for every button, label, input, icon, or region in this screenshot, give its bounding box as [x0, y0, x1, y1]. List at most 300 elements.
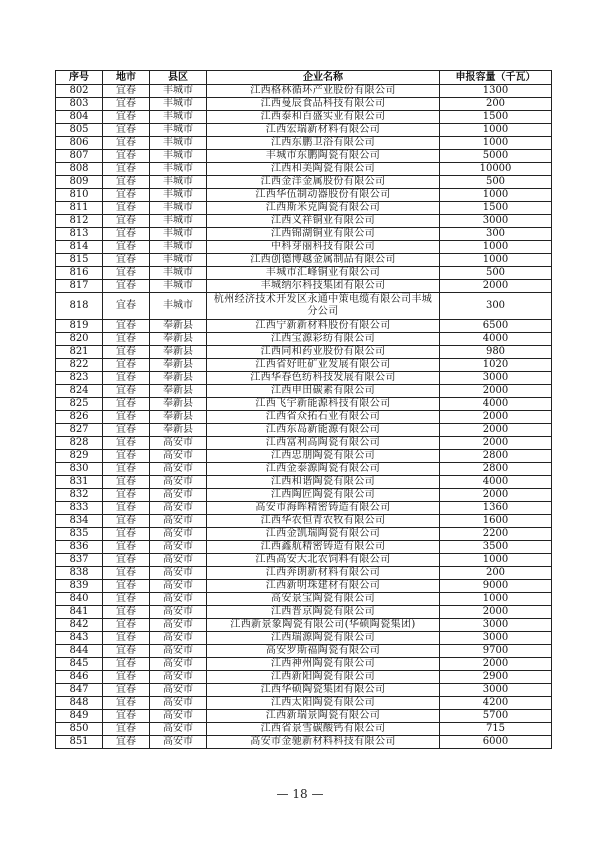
table-row [56, 541, 552, 554]
cell-no: 846 [56, 671, 103, 684]
table-row [56, 346, 552, 359]
cell-no: 803 [56, 98, 103, 111]
table-row [56, 476, 552, 489]
cell-city: 宜春 [103, 241, 150, 254]
cell-city: 宜春 [103, 124, 150, 137]
cell-city: 宜春 [103, 502, 150, 515]
cell-county: 丰城市 [150, 85, 207, 98]
cell-no: 829 [56, 450, 103, 463]
cell-county: 丰城市 [150, 163, 207, 176]
table-header [56, 71, 552, 85]
table-row [56, 632, 552, 645]
cell-county: 丰城市 [150, 124, 207, 137]
table-row [56, 697, 552, 710]
cell-county: 奉新县 [150, 385, 207, 398]
cell-capacity: 300 [440, 293, 552, 320]
cell-capacity: 200 [440, 98, 552, 111]
table-row [56, 684, 552, 697]
table-row [56, 554, 552, 567]
cell-name: 江西义祥铜业有限公司 [207, 215, 440, 228]
cell-county: 高安市 [150, 437, 207, 450]
table-row [56, 98, 552, 111]
cell-no: 806 [56, 137, 103, 150]
cell-capacity: 1000 [440, 593, 552, 606]
table-row [56, 736, 552, 749]
cell-no: 825 [56, 398, 103, 411]
cell-city: 宜春 [103, 293, 150, 320]
table-row [56, 723, 552, 736]
cell-no: 826 [56, 411, 103, 424]
cell-no: 817 [56, 280, 103, 293]
cell-no: 805 [56, 124, 103, 137]
cell-no: 804 [56, 111, 103, 124]
cell-county: 高安市 [150, 736, 207, 749]
cell-city: 宜春 [103, 267, 150, 280]
table-row [56, 489, 552, 502]
cell-name: 江西新景象陶瓷有限公司(华硕陶瓷集团) [207, 619, 440, 632]
cell-no: 807 [56, 150, 103, 163]
cell-no: 810 [56, 189, 103, 202]
table-row [56, 502, 552, 515]
cell-name: 高安市金驰新材料科技有限公司 [207, 736, 440, 749]
cell-county: 高安市 [150, 528, 207, 541]
cell-capacity: 500 [440, 176, 552, 189]
table-row [56, 137, 552, 150]
cell-city: 宜春 [103, 215, 150, 228]
cell-county: 奉新县 [150, 320, 207, 333]
cell-city: 宜春 [103, 580, 150, 593]
cell-no: 842 [56, 619, 103, 632]
cell-capacity: 1000 [440, 254, 552, 267]
header-no: 序号 [56, 71, 103, 85]
cell-capacity: 2200 [440, 528, 552, 541]
cell-name: 江西瑞源陶瓷有限公司 [207, 632, 440, 645]
cell-no: 815 [56, 254, 103, 267]
cell-name: 江西陶匠陶瓷有限公司 [207, 489, 440, 502]
cell-no: 851 [56, 736, 103, 749]
table-row [56, 241, 552, 254]
cell-county: 丰城市 [150, 215, 207, 228]
cell-name: 江西宁新新材料股份有限公司 [207, 320, 440, 333]
cell-city: 宜春 [103, 710, 150, 723]
cell-no: 833 [56, 502, 103, 515]
cell-city: 宜春 [103, 202, 150, 215]
cell-city: 宜春 [103, 606, 150, 619]
cell-city: 宜春 [103, 189, 150, 202]
cell-capacity: 2000 [440, 658, 552, 671]
cell-name: 江西金凯瑞陶瓷有限公司 [207, 528, 440, 541]
table-row [56, 320, 552, 333]
table-row [56, 463, 552, 476]
cell-capacity: 1500 [440, 202, 552, 215]
table-row [56, 411, 552, 424]
cell-name: 江西飞宇新能源科技有限公司 [207, 398, 440, 411]
cell-name: 江西东岛新能源有限公司 [207, 424, 440, 437]
cell-capacity: 1000 [440, 189, 552, 202]
cell-city: 宜春 [103, 137, 150, 150]
cell-capacity: 2800 [440, 463, 552, 476]
cell-county: 高安市 [150, 710, 207, 723]
cell-city: 宜春 [103, 567, 150, 580]
cell-capacity: 3000 [440, 684, 552, 697]
cell-city: 宜春 [103, 671, 150, 684]
cell-city: 宜春 [103, 658, 150, 671]
cell-no: 837 [56, 554, 103, 567]
cell-city: 宜春 [103, 463, 150, 476]
cell-county: 高安市 [150, 541, 207, 554]
cell-county: 高安市 [150, 489, 207, 502]
cell-no: 818 [56, 293, 103, 320]
cell-name: 江西鑫航精密铸造有限公司 [207, 541, 440, 554]
cell-capacity: 1360 [440, 502, 552, 515]
cell-name: 江西神州陶瓷有限公司 [207, 658, 440, 671]
cell-city: 宜春 [103, 111, 150, 124]
cell-county: 丰城市 [150, 254, 207, 267]
cell-name: 江西省景雪碳酸钙有限公司 [207, 723, 440, 736]
cell-no: 839 [56, 580, 103, 593]
cell-capacity: 10000 [440, 163, 552, 176]
cell-county: 丰城市 [150, 228, 207, 241]
cell-no: 811 [56, 202, 103, 215]
cell-county: 高安市 [150, 476, 207, 489]
cell-county: 高安市 [150, 593, 207, 606]
cell-capacity: 1600 [440, 515, 552, 528]
cell-name: 江西富利高陶瓷有限公司 [207, 437, 440, 450]
table-row [56, 254, 552, 267]
cell-name: 江西斯米克陶瓷有限公司 [207, 202, 440, 215]
cell-capacity: 9700 [440, 645, 552, 658]
cell-city: 宜春 [103, 280, 150, 293]
cell-name: 高安景宝陶瓷有限公司 [207, 593, 440, 606]
cell-name: 中科芽丽科技有限公司 [207, 241, 440, 254]
table-row [56, 359, 552, 372]
cell-city: 宜春 [103, 515, 150, 528]
cell-no: 850 [56, 723, 103, 736]
table-row [56, 280, 552, 293]
cell-no: 835 [56, 528, 103, 541]
cell-name: 江西华农恒青农牧有限公司 [207, 515, 440, 528]
table-row [56, 176, 552, 189]
cell-name: 江西省众拓石业有限公司 [207, 411, 440, 424]
cell-city: 宜春 [103, 359, 150, 372]
cell-capacity: 5000 [440, 150, 552, 163]
cell-city: 宜春 [103, 254, 150, 267]
cell-county: 丰城市 [150, 280, 207, 293]
header-capacity: 申报容量（千瓦） [440, 71, 552, 85]
cell-capacity: 980 [440, 346, 552, 359]
cell-no: 838 [56, 567, 103, 580]
cell-capacity: 1000 [440, 241, 552, 254]
cell-city: 宜春 [103, 593, 150, 606]
cell-name: 江西宝源彩纺有限公司 [207, 333, 440, 346]
cell-name: 江西忠朋陶瓷有限公司 [207, 450, 440, 463]
table-row [56, 437, 552, 450]
table-row [56, 163, 552, 176]
cell-county: 高安市 [150, 515, 207, 528]
cell-capacity: 1000 [440, 124, 552, 137]
cell-capacity: 2000 [440, 424, 552, 437]
table-row [56, 189, 552, 202]
cell-no: 845 [56, 658, 103, 671]
cell-name: 江西华伍制动器股份有限公司 [207, 189, 440, 202]
cell-no: 809 [56, 176, 103, 189]
header-city: 地市 [103, 71, 150, 85]
cell-city: 宜春 [103, 619, 150, 632]
table-row [56, 398, 552, 411]
table-row [56, 228, 552, 241]
table-row [56, 580, 552, 593]
cell-no: 813 [56, 228, 103, 241]
cell-capacity: 1020 [440, 359, 552, 372]
table-row [56, 645, 552, 658]
cell-county: 高安市 [150, 723, 207, 736]
cell-capacity: 9000 [440, 580, 552, 593]
cell-city: 宜春 [103, 437, 150, 450]
cell-capacity: 1000 [440, 554, 552, 567]
cell-name: 江西和美陶瓷有限公司 [207, 163, 440, 176]
table-row [56, 372, 552, 385]
cell-name: 江西泰和百盛实业有限公司 [207, 111, 440, 124]
cell-capacity: 6000 [440, 736, 552, 749]
cell-city: 宜春 [103, 163, 150, 176]
cell-no: 841 [56, 606, 103, 619]
cell-city: 宜春 [103, 398, 150, 411]
cell-county: 丰城市 [150, 111, 207, 124]
cell-no: 812 [56, 215, 103, 228]
cell-capacity: 4000 [440, 333, 552, 346]
cell-capacity: 1300 [440, 85, 552, 98]
cell-capacity: 3000 [440, 632, 552, 645]
table-row [56, 658, 552, 671]
cell-no: 849 [56, 710, 103, 723]
cell-no: 843 [56, 632, 103, 645]
cell-city: 宜春 [103, 320, 150, 333]
cell-name: 高安罗斯福陶瓷有限公司 [207, 645, 440, 658]
cell-city: 宜春 [103, 554, 150, 567]
cell-name: 江西同和药业股份有限公司 [207, 346, 440, 359]
cell-county: 高安市 [150, 580, 207, 593]
cell-city: 宜春 [103, 176, 150, 189]
cell-city: 宜春 [103, 85, 150, 98]
cell-no: 832 [56, 489, 103, 502]
cell-city: 宜春 [103, 541, 150, 554]
table-row [56, 424, 552, 437]
cell-name: 江西宏瑞新材料有限公司 [207, 124, 440, 137]
cell-county: 高安市 [150, 606, 207, 619]
cell-no: 827 [56, 424, 103, 437]
cell-capacity: 2000 [440, 385, 552, 398]
enterprise-table [55, 70, 552, 749]
cell-name: 江西高安大北农饲料有限公司 [207, 554, 440, 567]
cell-no: 822 [56, 359, 103, 372]
cell-county: 高安市 [150, 619, 207, 632]
cell-name: 江西创德博越金属制品有限公司 [207, 254, 440, 267]
cell-capacity: 715 [440, 723, 552, 736]
cell-city: 宜春 [103, 411, 150, 424]
cell-city: 宜春 [103, 489, 150, 502]
page-number: — 18 — [276, 787, 324, 801]
cell-name: 江西普京陶瓷有限公司 [207, 606, 440, 619]
cell-name: 丰城市汇峰铜业有限公司 [207, 267, 440, 280]
cell-county: 高安市 [150, 554, 207, 567]
cell-county: 奉新县 [150, 333, 207, 346]
cell-name: 江西省好旺矿业发展有限公司 [207, 359, 440, 372]
cell-county: 丰城市 [150, 189, 207, 202]
cell-county: 奉新县 [150, 411, 207, 424]
cell-name: 江西奔朗新材料有限公司 [207, 567, 440, 580]
cell-capacity: 2000 [440, 280, 552, 293]
cell-capacity: 3000 [440, 215, 552, 228]
cell-name: 丰城市东鹏陶瓷有限公司 [207, 150, 440, 163]
cell-city: 宜春 [103, 645, 150, 658]
table-row [56, 215, 552, 228]
table-row [56, 267, 552, 280]
header-row [56, 71, 552, 85]
cell-county: 高安市 [150, 632, 207, 645]
cell-county: 高安市 [150, 567, 207, 580]
cell-name: 江西申田碳素有限公司 [207, 385, 440, 398]
cell-no: 821 [56, 346, 103, 359]
cell-name: 江西格林循环产业股份有限公司 [207, 85, 440, 98]
cell-county: 丰城市 [150, 293, 207, 320]
cell-name: 江西太阳陶瓷有限公司 [207, 697, 440, 710]
table-body [56, 85, 552, 749]
cell-county: 丰城市 [150, 267, 207, 280]
cell-name: 江西新瑞景陶瓷有限公司 [207, 710, 440, 723]
cell-city: 宜春 [103, 697, 150, 710]
table-row [56, 150, 552, 163]
cell-city: 宜春 [103, 736, 150, 749]
table-row [56, 202, 552, 215]
cell-name: 丰城纳尔科技集团有限公司 [207, 280, 440, 293]
cell-city: 宜春 [103, 346, 150, 359]
cell-city: 宜春 [103, 98, 150, 111]
cell-county: 丰城市 [150, 137, 207, 150]
cell-capacity: 3000 [440, 372, 552, 385]
table-row [56, 85, 552, 98]
cell-no: 820 [56, 333, 103, 346]
cell-city: 宜春 [103, 528, 150, 541]
cell-capacity: 300 [440, 228, 552, 241]
table-row [56, 333, 552, 346]
cell-county: 奉新县 [150, 372, 207, 385]
table-row [56, 385, 552, 398]
table-row [56, 671, 552, 684]
cell-name: 江西新明珠建材有限公司 [207, 580, 440, 593]
cell-county: 丰城市 [150, 202, 207, 215]
table-row [56, 528, 552, 541]
cell-name: 江西锦湖铜业有限公司 [207, 228, 440, 241]
cell-no: 808 [56, 163, 103, 176]
table-row [56, 515, 552, 528]
table-row [56, 710, 552, 723]
cell-capacity: 3000 [440, 619, 552, 632]
cell-county: 丰城市 [150, 150, 207, 163]
cell-city: 宜春 [103, 450, 150, 463]
cell-county: 奉新县 [150, 398, 207, 411]
cell-county: 丰城市 [150, 98, 207, 111]
cell-name: 杭州经济技术开发区永通中策电缆有限公司丰城分公司 [207, 293, 440, 320]
cell-no: 830 [56, 463, 103, 476]
cell-capacity: 2000 [440, 606, 552, 619]
cell-capacity: 2000 [440, 411, 552, 424]
cell-no: 847 [56, 684, 103, 697]
cell-name: 江西金洋金属股份有限公司 [207, 176, 440, 189]
header-county: 县区 [150, 71, 207, 85]
cell-no: 814 [56, 241, 103, 254]
cell-no: 836 [56, 541, 103, 554]
cell-no: 823 [56, 372, 103, 385]
cell-county: 高安市 [150, 645, 207, 658]
cell-name: 江西曼辰食品科技有限公司 [207, 98, 440, 111]
cell-no: 844 [56, 645, 103, 658]
cell-county: 奉新县 [150, 424, 207, 437]
cell-city: 宜春 [103, 372, 150, 385]
cell-name: 江西华硕陶瓷集团有限公司 [207, 684, 440, 697]
table-row [56, 450, 552, 463]
cell-county: 高安市 [150, 463, 207, 476]
cell-capacity: 2800 [440, 450, 552, 463]
cell-no: 816 [56, 267, 103, 280]
table-row [56, 124, 552, 137]
cell-city: 宜春 [103, 632, 150, 645]
cell-county: 高安市 [150, 684, 207, 697]
cell-county: 丰城市 [150, 241, 207, 254]
cell-city: 宜春 [103, 723, 150, 736]
cell-no: 831 [56, 476, 103, 489]
table-row [56, 619, 552, 632]
cell-name: 江西和谐陶瓷有限公司 [207, 476, 440, 489]
cell-no: 819 [56, 320, 103, 333]
cell-city: 宜春 [103, 150, 150, 163]
cell-capacity: 1500 [440, 111, 552, 124]
cell-county: 奉新县 [150, 346, 207, 359]
cell-name: 高安市海晖精密铸造有限公司 [207, 502, 440, 515]
cell-county: 高安市 [150, 671, 207, 684]
cell-city: 宜春 [103, 228, 150, 241]
cell-capacity: 5700 [440, 710, 552, 723]
cell-capacity: 2000 [440, 437, 552, 450]
cell-no: 834 [56, 515, 103, 528]
cell-city: 宜春 [103, 476, 150, 489]
cell-no: 802 [56, 85, 103, 98]
cell-capacity: 4000 [440, 476, 552, 489]
cell-county: 高安市 [150, 502, 207, 515]
cell-county: 高安市 [150, 697, 207, 710]
cell-county: 丰城市 [150, 176, 207, 189]
table-row [56, 293, 552, 320]
table-row [56, 593, 552, 606]
cell-capacity: 4000 [440, 398, 552, 411]
cell-capacity: 4200 [440, 697, 552, 710]
cell-no: 840 [56, 593, 103, 606]
cell-county: 奉新县 [150, 359, 207, 372]
cell-capacity: 2900 [440, 671, 552, 684]
cell-no: 848 [56, 697, 103, 710]
header-name: 企业名称 [207, 71, 440, 85]
cell-name: 江西金泰源陶瓷有限公司 [207, 463, 440, 476]
cell-name: 江西东鹏卫浴有限公司 [207, 137, 440, 150]
table-row [56, 567, 552, 580]
cell-name: 江西华春色纺科技发展有限公司 [207, 372, 440, 385]
table-row [56, 606, 552, 619]
cell-capacity: 1000 [440, 137, 552, 150]
cell-capacity: 3500 [440, 541, 552, 554]
cell-city: 宜春 [103, 684, 150, 697]
cell-city: 宜春 [103, 333, 150, 346]
cell-county: 高安市 [150, 658, 207, 671]
cell-county: 高安市 [150, 450, 207, 463]
